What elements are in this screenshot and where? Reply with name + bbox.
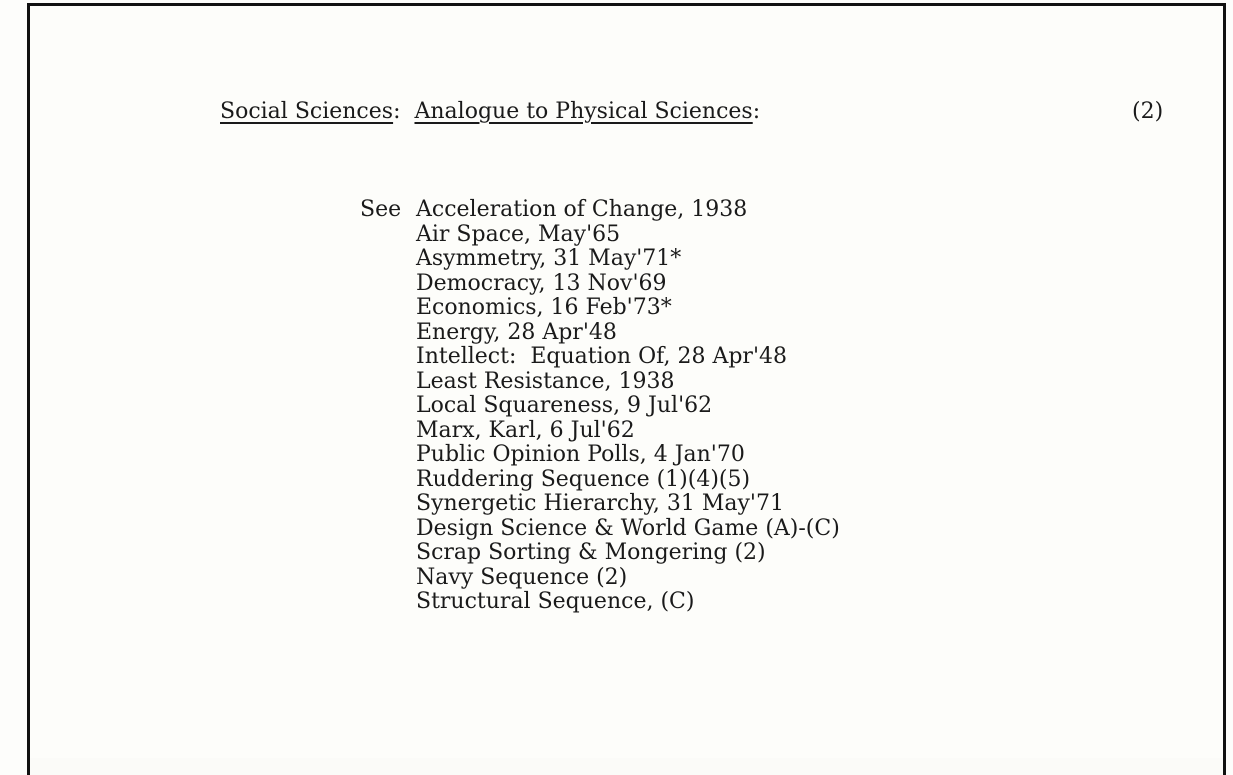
cross-reference-entry: Democracy, 13 Nov'69 (416, 270, 667, 296)
heading-subtopic: Analogue to Physical Sciences (414, 99, 753, 124)
heading-colon: : (752, 99, 761, 124)
card-heading (220, 100, 760, 125)
cross-reference-entry: Intellect: Equation Of, 28 Apr'48 (416, 344, 787, 369)
cross-reference-entry: Air Space, May'65 (416, 221, 621, 247)
cross-reference-entry: Ruddering Sequence (1)(4)(5) (416, 466, 751, 492)
heading-topic: Social Sciences (220, 99, 394, 124)
cross-reference-entry: Design Science & World Game (A)-(C) (416, 515, 840, 541)
cross-reference-entry: Synergetic Hierarchy, 31 May'71 (416, 491, 784, 516)
cross-reference-entry: Marx, Karl, 6 Jul'62 (416, 417, 635, 443)
index-card (27, 3, 1226, 761)
card-page-number: (2) (1132, 99, 1164, 124)
cross-reference-entry: Navy Sequence (2) (416, 564, 628, 590)
cross-reference-entry: Structural Sequence, (C) (416, 589, 695, 614)
cross-reference-entry: Asymmetry, 31 May'71* (416, 246, 682, 271)
cross-reference-entry: Economics, 16 Feb'73* (416, 295, 672, 320)
cross-reference-entry: Least Resistance, 1938 (416, 368, 675, 394)
next-card-edge (27, 758, 1226, 775)
cross-reference-entry: Public Opinion Polls, 4 Jan'70 (416, 442, 745, 467)
cross-reference-list (416, 198, 840, 615)
cross-reference-entry: Scrap Sorting & Mongering (2) (416, 540, 766, 565)
cross-reference-entry: Energy, 28 Apr'48 (416, 319, 617, 345)
cross-reference-entry: Local Squareness, 9 Jul'62 (416, 393, 713, 418)
cross-reference-entry: Acceleration of Change, 1938 (416, 197, 748, 222)
see-label: See (360, 197, 402, 222)
heading-separator: : (393, 99, 415, 124)
